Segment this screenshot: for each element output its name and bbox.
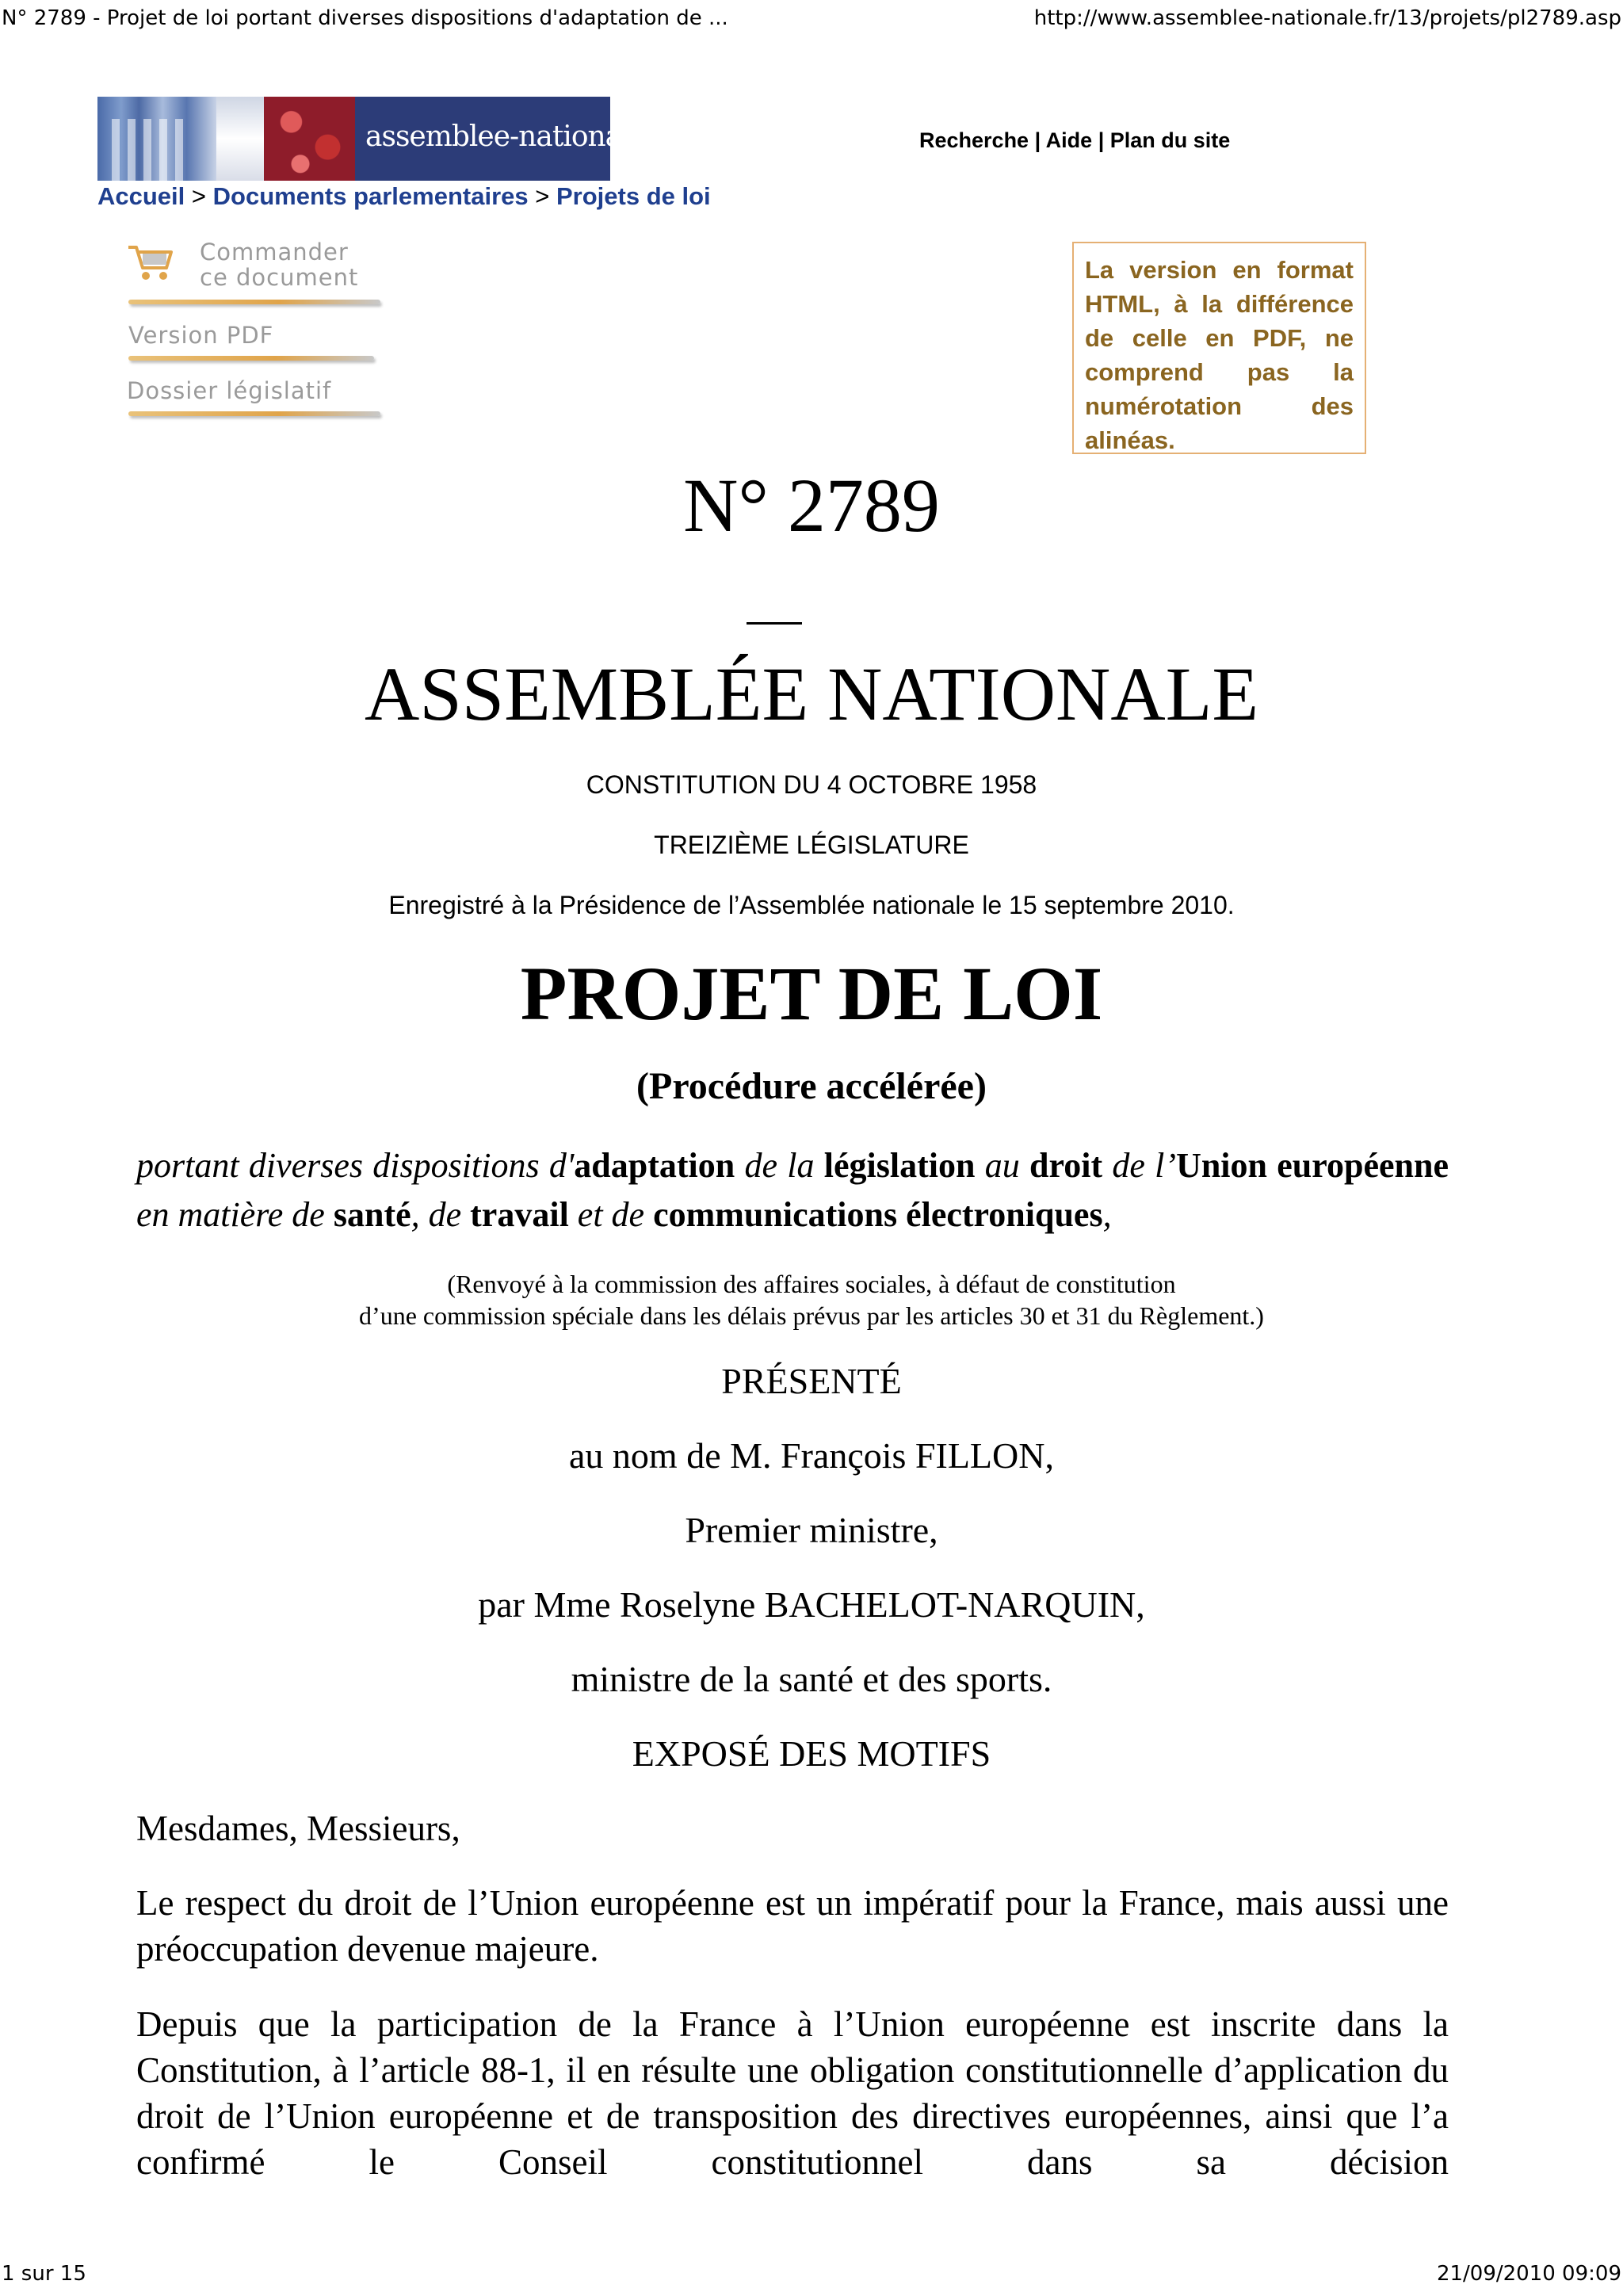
registration-line: Enregistré à la Présidence de l’Assemblée nationale le 15 septembre 2010. bbox=[388, 891, 1235, 919]
expose-heading: EXPOSÉ DES MOTIFS bbox=[632, 1733, 991, 1774]
cart-icon[interactable] bbox=[127, 243, 176, 284]
menu-divider bbox=[128, 411, 380, 416]
nav-separator: | bbox=[1098, 128, 1105, 152]
referral-line: d’une commission spéciale dans les délais prévus par les articles 30 et 31 du Règlement.) bbox=[359, 1301, 1264, 1330]
print-page-number: 1 sur 15 bbox=[2, 2262, 86, 2286]
hemicycle-image bbox=[264, 97, 355, 181]
assembly-title: ASSEMBLÉE NATIONALE bbox=[365, 651, 1258, 736]
procedure-type: (Procédure accélérée) bbox=[636, 1065, 987, 1107]
order-document-line1: Commander bbox=[200, 239, 349, 266]
pdf-version-link[interactable]: Version PDF bbox=[128, 322, 274, 349]
document-kind: PROJET DE LOI bbox=[520, 951, 1103, 1036]
order-document-link[interactable] bbox=[200, 239, 358, 290]
search-link[interactable]: Recherche bbox=[919, 128, 1029, 152]
menu-divider bbox=[128, 356, 374, 361]
document-number: N° 2789 bbox=[683, 463, 940, 548]
presenter-name: par Mme Roselyne BACHELOT-NARQUIN, bbox=[478, 1584, 1145, 1625]
legislative-dossier-link[interactable]: Dossier législatif bbox=[127, 377, 332, 404]
minister-title: ministre de la santé et des sports. bbox=[571, 1659, 1052, 1699]
separator-line bbox=[747, 622, 802, 625]
site-banner-logo[interactable] bbox=[97, 97, 677, 181]
help-link[interactable]: Aide bbox=[1045, 128, 1093, 152]
prime-minister-title: Premier ministre, bbox=[685, 1510, 938, 1550]
breadcrumb-projects[interactable]: Projets de loi bbox=[556, 182, 711, 210]
breadcrumb-home[interactable]: Accueil bbox=[97, 182, 185, 210]
breadcrumb-separator: > bbox=[191, 182, 207, 210]
legislature-line: TREIZIÈME LÉGISLATURE bbox=[654, 831, 969, 859]
building-image bbox=[97, 97, 216, 181]
bill-subject: portant diverses dispositions d'adaptation de la législation au droit de l’Union européenne en matière de santé, de travail et de communications électroniques, bbox=[136, 1146, 1449, 1234]
breadcrumb bbox=[97, 182, 711, 211]
sitemap-link[interactable]: Plan du site bbox=[1109, 128, 1231, 152]
statue-image bbox=[216, 97, 264, 181]
order-document-line2: ce document bbox=[200, 264, 359, 291]
breadcrumb-documents[interactable]: Documents parlementaires bbox=[212, 182, 529, 210]
top-nav bbox=[919, 128, 1230, 153]
print-page-title: N° 2789 - Projet de loi portant diverses dispositions d'adaptation de ... bbox=[2, 6, 728, 30]
html-version-note: La version en format HTML, à la différence de celle en PDF, ne comprend pas la numérotation des alinéas. bbox=[1072, 242, 1366, 454]
menu-divider bbox=[128, 300, 380, 304]
salutation: Mesdames, Messieurs, bbox=[136, 1809, 460, 1848]
breadcrumb-separator: > bbox=[535, 182, 550, 210]
referral-line: (Renvoyé à la commission des affaires sociales, à défaut de constitution bbox=[447, 1270, 1176, 1298]
print-page-url: http://www.assemblee-nationale.fr/13/projets/pl2789.asp bbox=[1033, 6, 1621, 30]
site-name: assemblee-nationale.fr bbox=[365, 120, 677, 153]
body-paragraph: Depuis que la participation de la France à l’Union européenne est inscrite dans la Constitution, à l’article 88-1, il en résulte une obligation constitutionnelle d’application du droit de l’Union européenne et de transposition des directives européennes, ainsi que l’a confirmé le Conseil constitutionnel dans sa décision bbox=[136, 2004, 1449, 2182]
body-paragraph: Le respect du droit de l’Union européenne est un impératif pour la France, mais aussi une préoccupation devenue majeure. bbox=[136, 1883, 1449, 1969]
presented-heading: PRÉSENTÉ bbox=[721, 1361, 902, 1401]
constitution-line: CONSTITUTION DU 4 OCTOBRE 1958 bbox=[586, 770, 1037, 799]
print-datetime: 21/09/2010 09:09 bbox=[1436, 2262, 1621, 2286]
referral-note bbox=[0, 1268, 1623, 1331]
nav-separator: | bbox=[1034, 128, 1041, 152]
on-behalf-line: au nom de M. François FILLON, bbox=[569, 1435, 1054, 1476]
